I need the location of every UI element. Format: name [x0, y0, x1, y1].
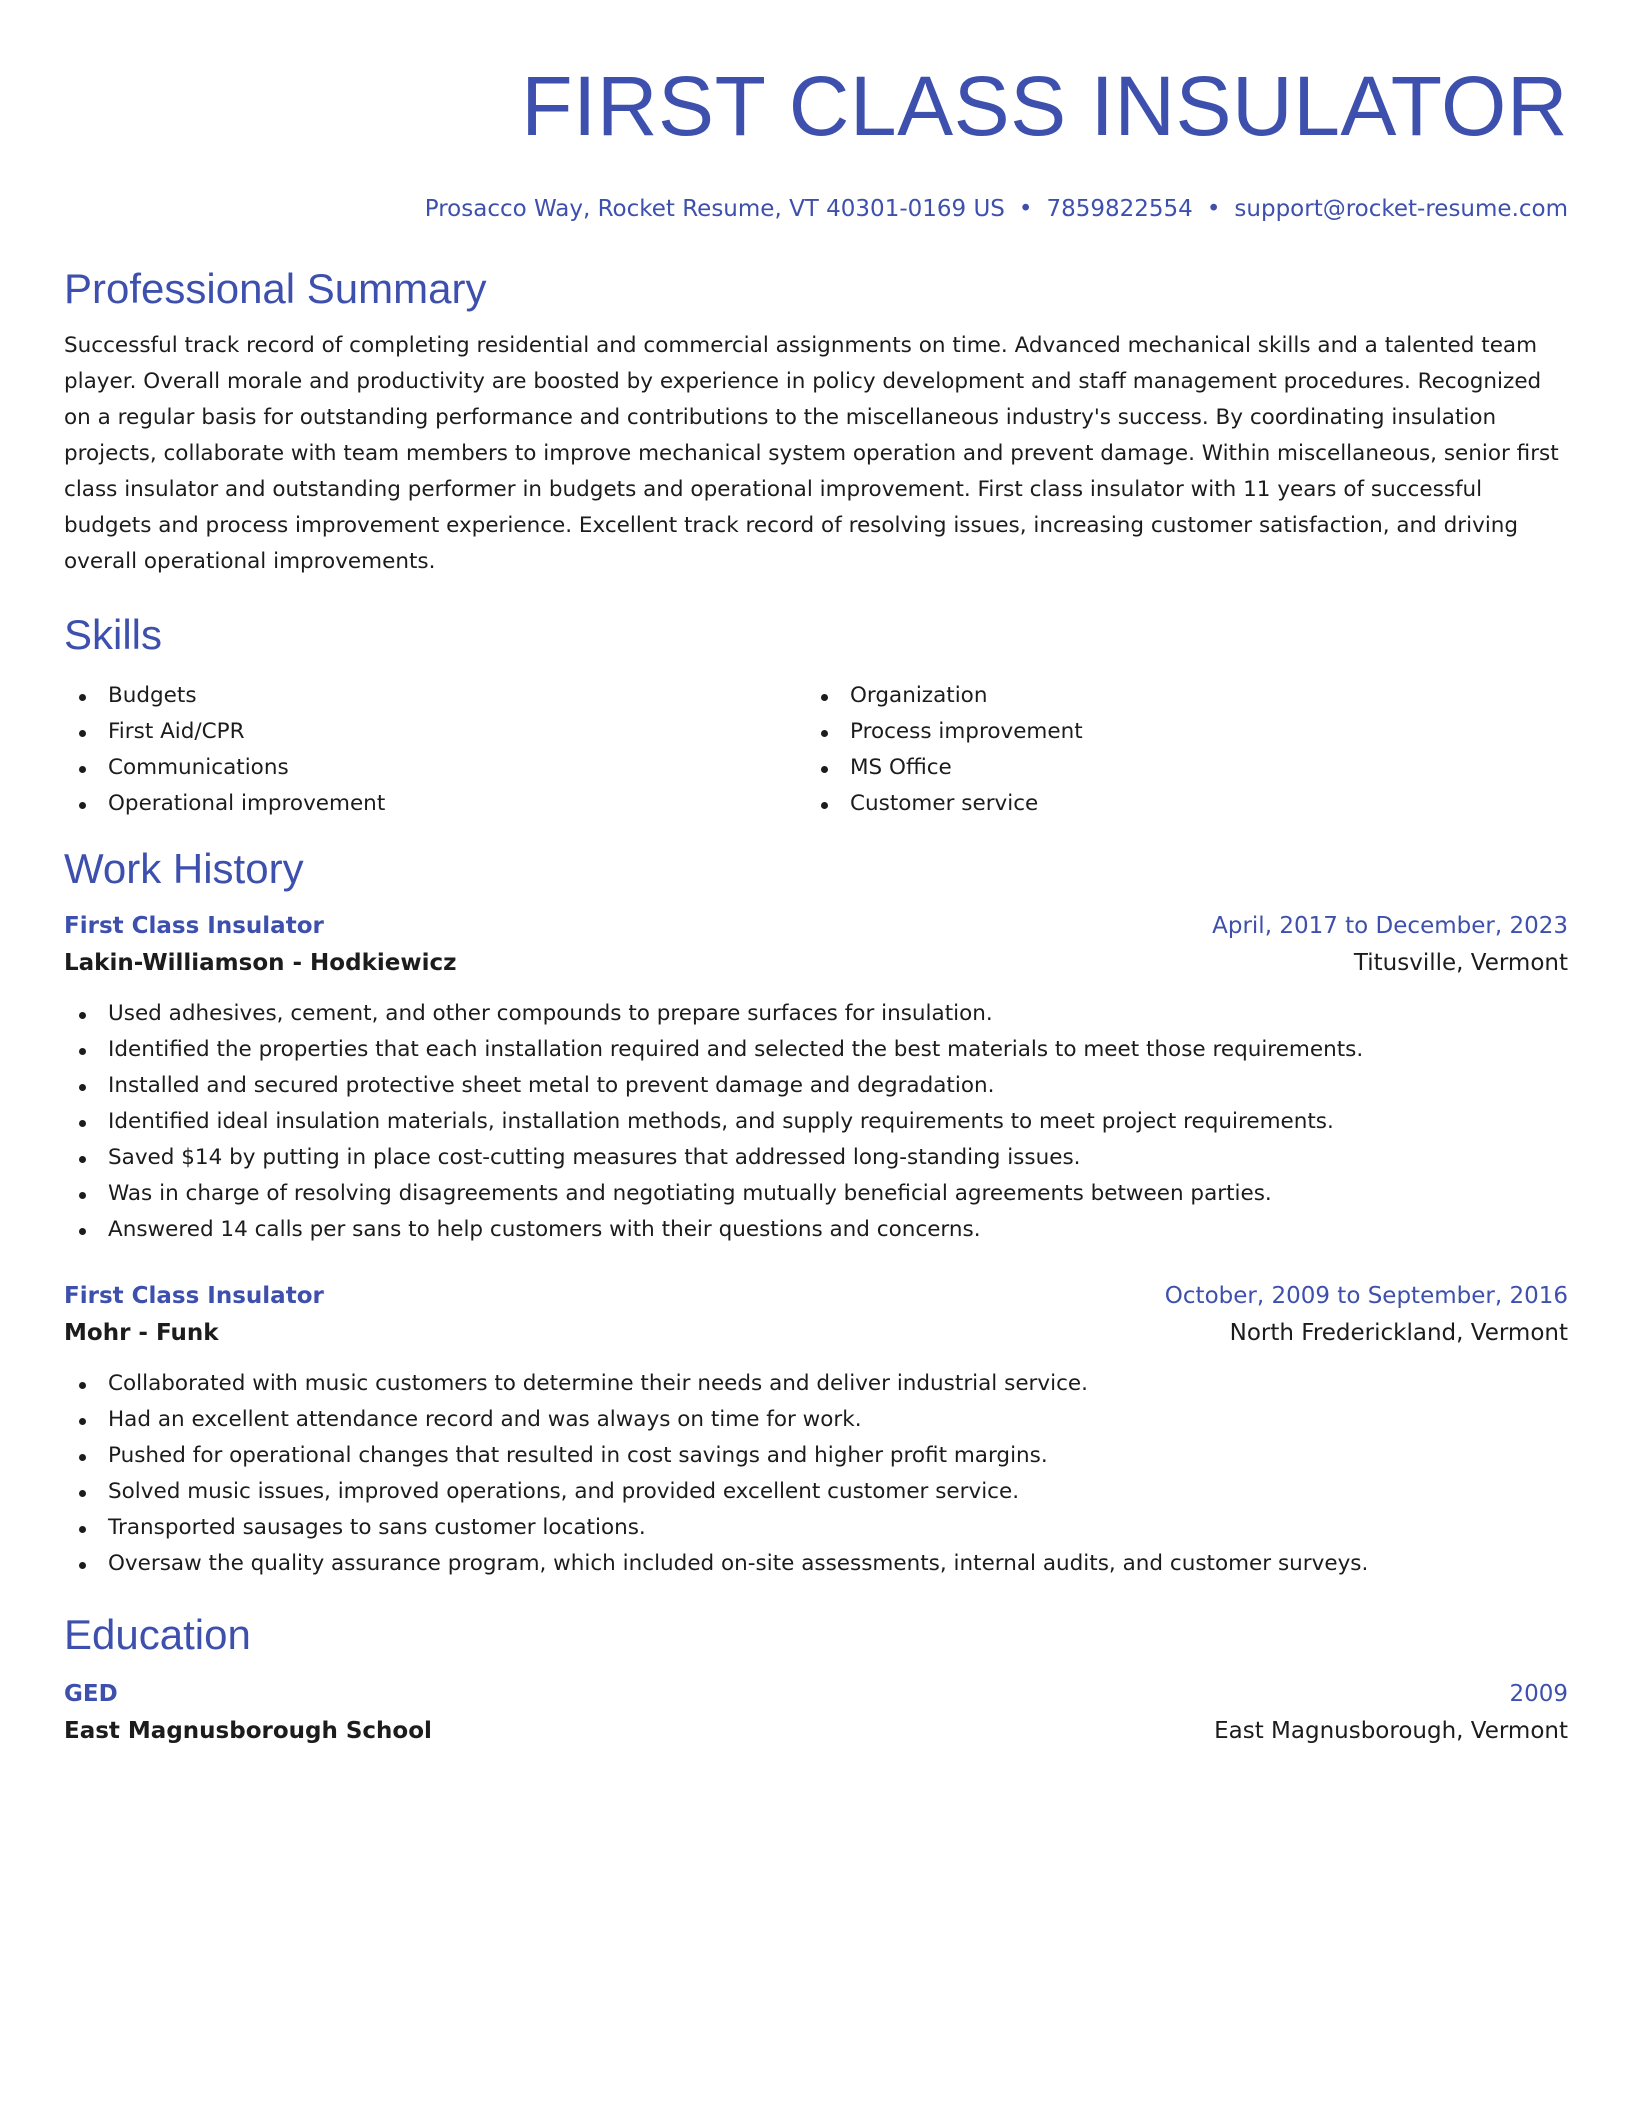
job-entry [64, 908, 1568, 1248]
job-location: North Frederickland, Vermont [1229, 1320, 1568, 1346]
skill-item: Operational improvement [64, 786, 806, 822]
education-header-row [64, 1676, 1568, 1712]
job-duty: Collaborated with music customers to determine their needs and deliver industrial service. [64, 1366, 1568, 1402]
education-school: East Magnusborough School [64, 1718, 432, 1744]
education-school-row [64, 1712, 1568, 1750]
skills-heading: Skills [64, 611, 163, 658]
job-dates: April, 2017 to December, 2023 [1212, 913, 1568, 939]
skills-column-right [806, 678, 1548, 822]
contact-separator: • [1018, 196, 1033, 222]
contact-line [64, 194, 1568, 224]
skill-item: Organization [806, 678, 1548, 714]
job-company-row [64, 944, 1568, 982]
education-degree: GED [64, 1681, 118, 1707]
skills-column-left [64, 678, 806, 822]
skill-item: Budgets [64, 678, 806, 714]
job-duty: Transported sausages to sans customer locations. [64, 1510, 1568, 1546]
job-duties [64, 1366, 1568, 1582]
summary-text: Successful track record of completing residential and commercial assignments on time. Advanced mechanical skills and a talented team player. Overall morale and productivity are boosted by experience in policy development and staff management procedures. Recognized on a regular basis for outstanding performance and contributions to the miscellaneous industry's success. By coordinating insulation projects, collaborate with team members to improve mechanical system operation and prevent damage. Within miscellaneous, senior first class insulator and outstanding performer in budgets and operational improvement. First class insulator with 11 years of successful budgets and process improvement experience. Excellent track record of resolving issues, increasing customer satisfaction, and driving overall operational improvements. [64, 333, 1559, 574]
resume-page [64, 0, 1568, 1750]
job-title: First Class Insulator [64, 913, 324, 939]
job-location: Titusville, Vermont [1353, 950, 1568, 976]
job-duty: Answered 14 calls per sans to help customers with their questions and concerns. [64, 1212, 1568, 1248]
job-entry [64, 1278, 1568, 1582]
job-header-row [64, 1278, 1568, 1314]
skill-item: First Aid/CPR [64, 714, 806, 750]
job-duty: Used adhesives, cement, and other compounds to prepare surfaces for insulation. [64, 996, 1568, 1032]
summary-heading: Professional Summary [64, 265, 487, 312]
job-duty: Pushed for operational changes that resulted in cost savings and higher profit margins. [64, 1438, 1568, 1474]
job-duty: Identified the properties that each installation required and selected the best materials to meet those requirements. [64, 1032, 1568, 1068]
contact-email: support@rocket-resume.com [1234, 196, 1568, 222]
education-year: 2009 [1509, 1681, 1568, 1707]
job-duty: Solved music issues, improved operations, and provided excellent customer service. [64, 1474, 1568, 1510]
job-duty: Installed and secured protective sheet metal to prevent damage and degradation. [64, 1068, 1568, 1104]
job-duty: Identified ideal insulation materials, installation methods, and supply requirements to meet project requirements. [64, 1104, 1568, 1140]
education-heading: Education [64, 1611, 251, 1658]
job-title: First Class Insulator [64, 1283, 324, 1309]
skill-item: Process improvement [806, 714, 1548, 750]
skills-grid [64, 678, 1568, 822]
candidate-name: FIRST CLASS INSULATOR [521, 59, 1568, 153]
education-entry [64, 1676, 1568, 1750]
contact-address: Prosacco Way, Rocket Resume, VT 40301-0169 US [424, 196, 1005, 222]
education-location: East Magnusborough, Vermont [1214, 1718, 1568, 1744]
job-duty: Had an excellent attendance record and was always on time for work. [64, 1402, 1568, 1438]
skill-item: Customer service [806, 786, 1548, 822]
job-duty: Was in charge of resolving disagreements and negotiating mutually beneficial agreements between parties. [64, 1176, 1568, 1212]
job-header-row [64, 908, 1568, 944]
skill-item: Communications [64, 750, 806, 786]
job-duties [64, 996, 1568, 1248]
job-dates: October, 2009 to September, 2016 [1164, 1283, 1568, 1309]
job-duty: Saved $14 by putting in place cost-cutting measures that addressed long-standing issues. [64, 1140, 1568, 1176]
job-duty: Oversaw the quality assurance program, which included on-site assessments, internal audits, and customer surveys. [64, 1546, 1568, 1582]
contact-separator: • [1206, 196, 1221, 222]
contact-phone: 7859822554 [1046, 196, 1193, 222]
work-history-heading: Work History [64, 845, 304, 892]
job-company: Mohr - Funk [64, 1320, 219, 1346]
skill-item: MS Office [806, 750, 1548, 786]
job-company-row [64, 1314, 1568, 1352]
job-company: Lakin-Williamson - Hodkiewicz [64, 950, 457, 976]
